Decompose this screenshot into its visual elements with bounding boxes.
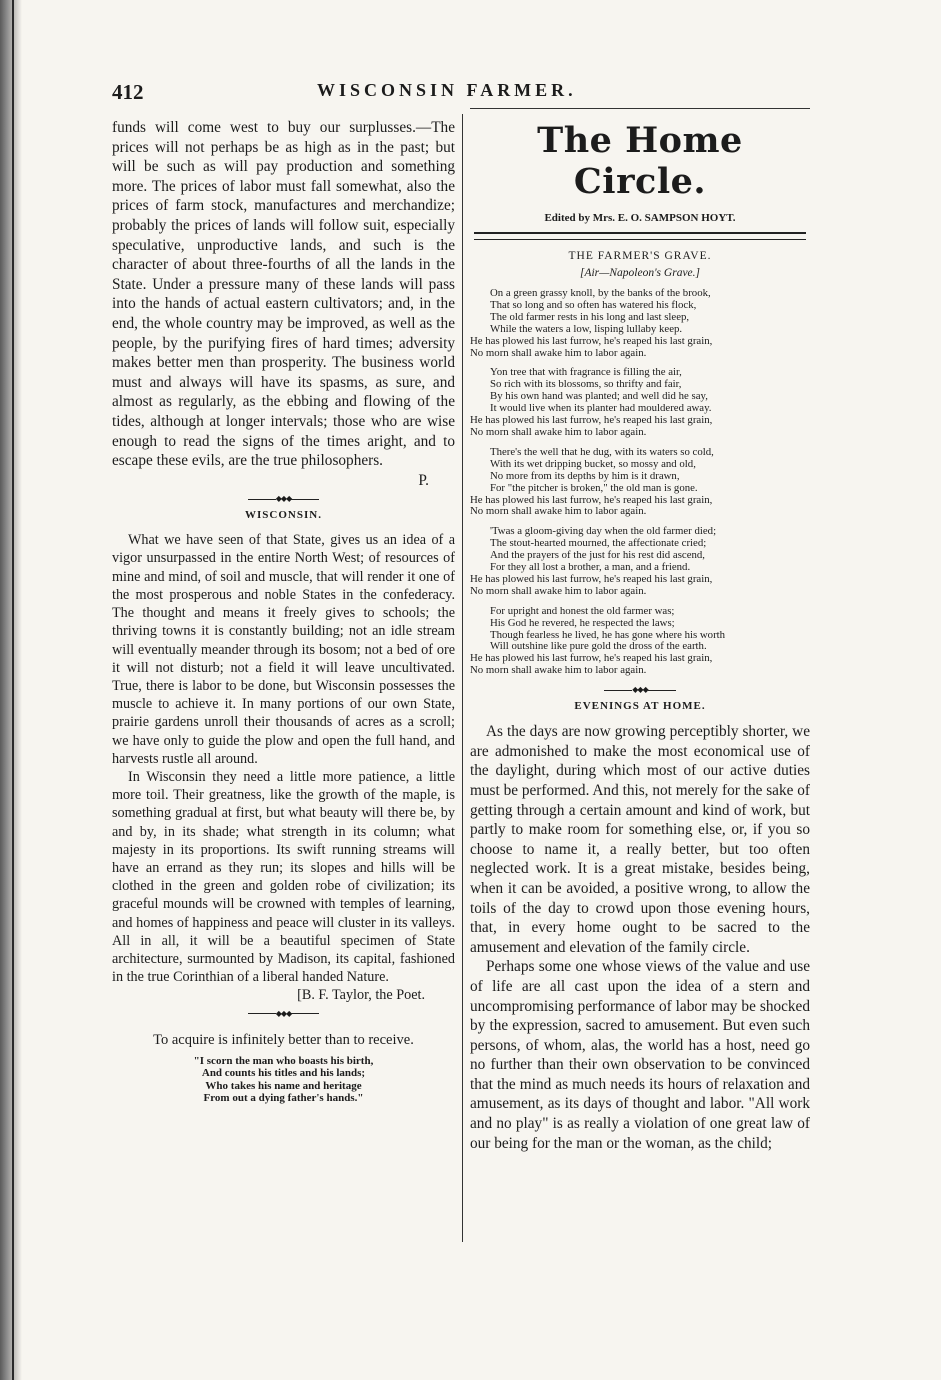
masthead-double-rule: [474, 232, 806, 240]
poem-line: The stout-hearted mourned, the affectionate cried;: [490, 537, 707, 550]
running-title: WISCONSIN FARMER.: [317, 80, 577, 100]
poem-air-note: [Air—Napoleon's Grave.]: [579, 267, 700, 279]
section-divider-ornament: ◆◆◆: [112, 494, 455, 503]
poem-line: The old farmer rests in his long and last sleep,: [490, 310, 690, 323]
evenings-paragraph-1: As the days are now growing perceptibly shorter, we are admonished to make the most economical use of the daylight, during which most of our active duties must be performed. And this, not merely for the sake of getting through a certain amount and kind of work, but partly to make room for something else, or, if you so choose to name it, a really better, but too often neglected work. It is a great mistake, besides being, when it can be avoided, a positive wrong, to allow the toils of the day to crowd upon those evening hours, that, in every home ought to be sacred to the amusement and elevation of the family circle.: [470, 723, 810, 956]
poem-refrain: He has plowed his last furrow, he's reaped his last grain,: [470, 652, 713, 665]
poem-stanza: [470, 606, 810, 677]
poem-refrain: No morn shall awake him to labor again.: [470, 584, 647, 597]
poem-line: So rich with its blossoms, so thrifty and fair,: [490, 378, 682, 391]
poem-stanza: [470, 526, 810, 597]
poem-line: While the waters a low, lisping lullaby keep.: [490, 322, 683, 335]
poem-line: For upright and honest the old farmer was;: [490, 604, 675, 617]
wisconsin-credit: [B. F. Taylor, the Poet.: [297, 987, 425, 1004]
page-number: 412: [112, 80, 144, 104]
poem-refrain: No morn shall awake him to labor again.: [470, 505, 647, 518]
section-divider-ornament: ◆◆◆: [112, 1009, 455, 1018]
poem-refrain: No morn shall awake him to labor again.: [470, 664, 647, 677]
poem-body: [470, 288, 810, 677]
page-header: [112, 80, 812, 106]
poem-stanza: [470, 367, 810, 438]
continued-article-signature: P.: [418, 471, 429, 489]
left-column: [112, 118, 455, 1105]
poem-refrain: He has plowed his last furrow, he's reaped his last grain,: [470, 334, 713, 347]
poem-line: It would live when its planter had mouldered away.: [490, 402, 712, 415]
verse-line: "I scorn the man who boasts his birth,: [193, 1054, 374, 1067]
poem-line: 'Twas a gloom-giving day when the old farmer died;: [490, 525, 717, 538]
verse-line: Who takes his name and heritage: [205, 1079, 362, 1092]
section-divider-ornament: ◆◆◆: [470, 685, 810, 694]
filler-maxim: To acquire is infinitely better than to receive.: [153, 1031, 414, 1048]
poem-line: And the prayers of the just for his rest did ascend,: [490, 549, 705, 562]
poem-refrain: He has plowed his last furrow, he's reaped his last grain,: [470, 414, 713, 427]
poem-line: By his own hand was planted; and well did he say,: [490, 390, 708, 403]
editor-credit: Edited by Mrs. E. O. SAMPSON HOYT.: [544, 212, 736, 224]
poem-line: Will outshine like pure gold the dross of the earth.: [490, 640, 707, 653]
poem-line: With its wet dripping bucket, so mossy and old,: [490, 457, 696, 470]
continued-article-text: funds will come west to buy our surplusses.—The prices will not perhaps be as high as in the past; but will be such as will pay production and something more. The prices of labor must fall somewhat, also the prices of farm stock, manufactures and merchandize; probably the prices of lands will follow suit, especially speculative, unproductive lands, and such is the character of about three-fourths of all the lands in the State. Under a pressure many of these lands will pass into the hands of actual eastern cultivators; and, in the end, the whole country may be improved, as well as the people, by the purifying fires of hard times; adversity makes better men than prosperity. The business world must and always will have its spasms, as sure, and almost as regularly, as the ebbing and flowing of the tides, although at longer intervals; those who are wise enough to read the signs of the times aright, and to escape these evils, are the true philosophers.: [112, 119, 455, 470]
wisconsin-heading: WISCONSIN.: [245, 509, 322, 522]
right-column: [470, 118, 810, 1153]
poem-refrain: He has plowed his last furrow, he's reaped his last grain,: [470, 493, 713, 506]
poem-line: Though fearless he lived, he has gone where his worth: [490, 628, 726, 641]
evenings-heading: EVENINGS AT HOME.: [574, 700, 706, 713]
poem-line: His God he revered, he respected the laws;: [490, 616, 675, 629]
poem-line: For they all lost a brother, a man, and a friend.: [490, 561, 691, 574]
poem-refrain: No morn shall awake him to labor again.: [470, 425, 647, 438]
column-divider: [462, 114, 463, 1242]
binding-edge-line: [12, 0, 14, 1380]
poem-line: That so long and so often has watered his flock,: [490, 298, 697, 311]
poem-line: No more from its depths by him is it drawn,: [490, 469, 680, 482]
poem-line: There's the well that he dug, with its waters so cold,: [490, 445, 714, 458]
verse-line: From out a dying father's hands.": [203, 1092, 364, 1105]
verse-line: And counts his titles and his lands;: [201, 1067, 366, 1080]
wisconsin-paragraph-2: In Wisconsin they need a little more patience, a little more toil. Their greatness, like the growth of the maple, is something gradual at first, but what beauty will there be, by and by, in its shade; what strength in its column; what majesty in its proportions. Its swift running streams will have an errand as they run; its slopes and hills will be clothed in the green and golden robe of civilization; its graceful mounds will be crowned with temples of learning, and homes of happiness and peace will cluster in its valleys. All in all, it will be a beautiful specimen of State architecture, surmounted by Madison, its capital, fashioned in the true Corinthian of a liberal handed Nature.: [112, 768, 455, 986]
poem-line: Yon tree that with fragrance is filling the air,: [490, 366, 682, 379]
home-circle-masthead: The Home Circle.: [537, 120, 743, 202]
evenings-paragraph-2: Perhaps some one whose views of the value and use of life are all cast upon the idea of a stern and uncompromising performance of labor may be shocked by the expression, sacred to amusement. But even such persons, of whom, alas, the world has a host, need go no further than their own observation to be convinced that the mind as much needs its hours of relaxation and amusement, as its days of thought and labor. "All work and no play" is as really a violation of one great law of our being for the man or the woman, as the child;: [470, 958, 810, 1152]
header-rule: [470, 108, 810, 109]
poem-stanza: [470, 288, 810, 359]
poem-line: On a green grassy knoll, by the banks of the brook,: [490, 287, 711, 299]
page-binding-shadow: [0, 0, 22, 1380]
poem-stanza: [470, 447, 810, 518]
poem-line: For "the pitcher is broken," the old man is gone.: [490, 481, 698, 494]
poem-refrain: He has plowed his last furrow, he's reaped his last grain,: [470, 572, 713, 585]
wisconsin-paragraph-1: What we have seen of that State, gives us an idea of a vigor unsurpassed in the entire North West; of resources of mine and mind, of soil and muscle, that will render it one of the most prosperous and noble States in the confederacy. The thought and means it freely gives to schools; the thriving towns it is constantly building; not an idle stream will eventually meander through its bosom; not a bed of ore it will not disturb; not a field it will leave uncultivated. True, there is labor to be done, but Wisconsin possesses the muscle to achieve it. In many portions of our own State, prairie gardens unroll their thousands of acres as a scroll; we have only to guide the plow and open the full hand, and harvests rustle all around.: [112, 532, 455, 767]
poem-title: THE FARMER'S GRAVE.: [568, 250, 712, 262]
filler-verse: [112, 1055, 455, 1105]
poem-refrain: No morn shall awake him to labor again.: [470, 346, 647, 359]
